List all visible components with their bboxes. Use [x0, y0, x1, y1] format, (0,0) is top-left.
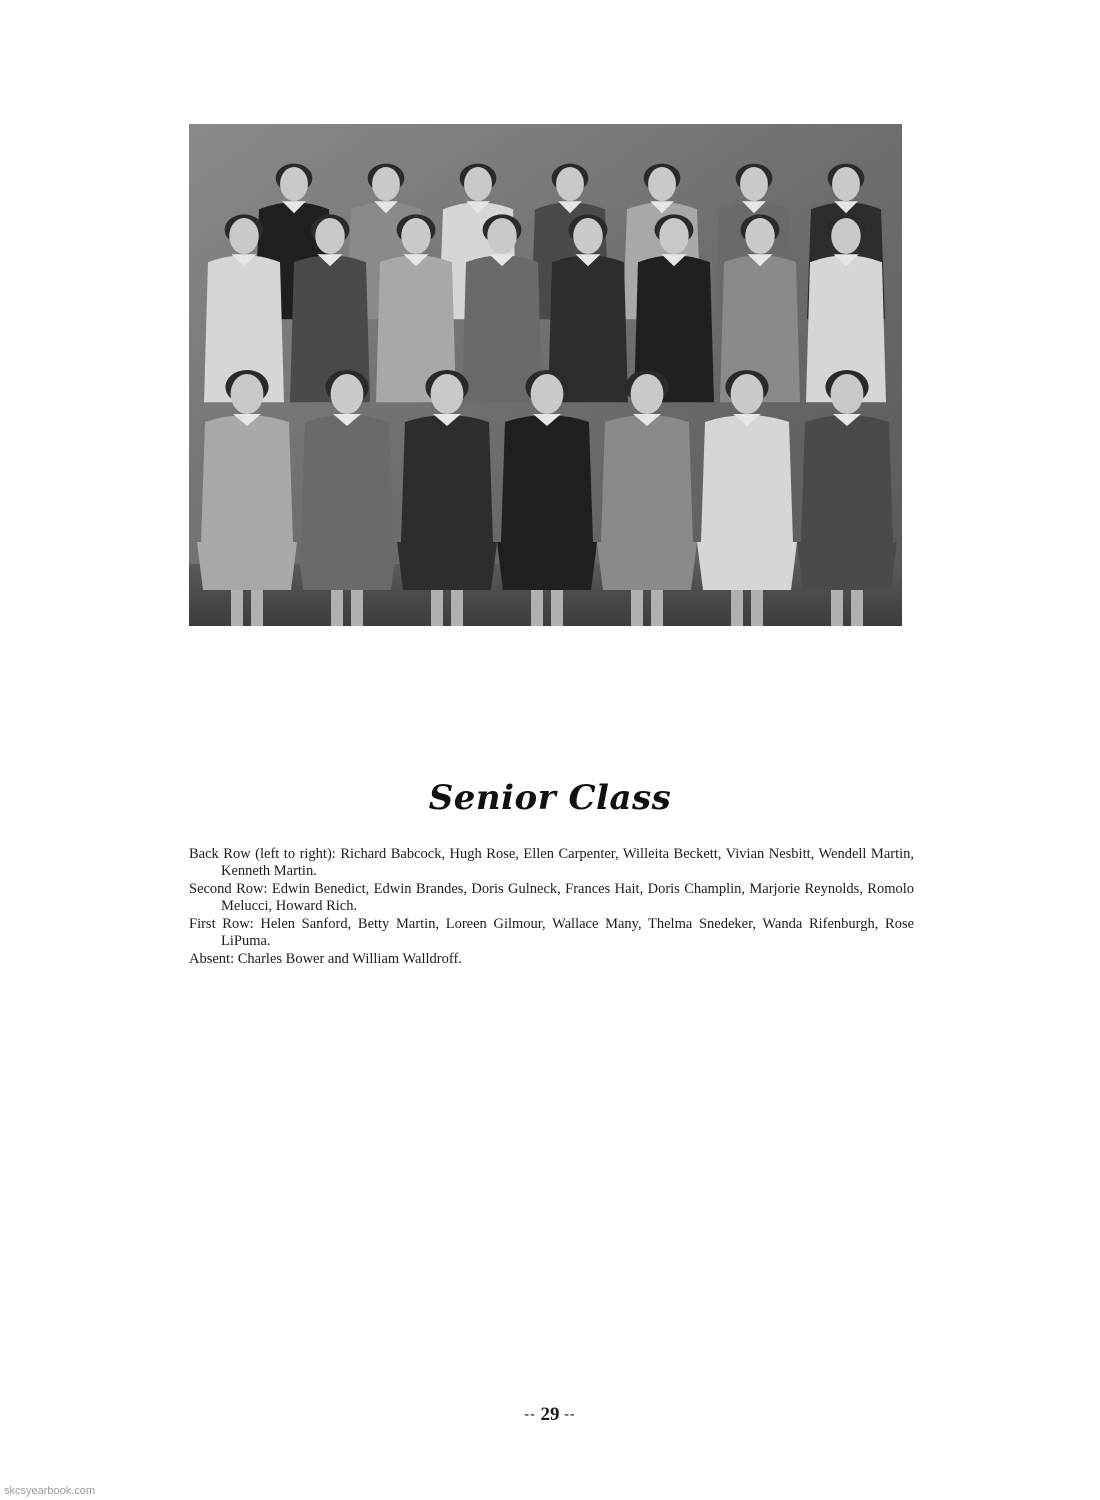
- page-number: [0, 1404, 1100, 1426]
- caption-second-row: [189, 881, 914, 915]
- page-number-ornament-right: --: [564, 1407, 576, 1422]
- caption-names: Helen Sanford, Betty Martin, Loreen Gilmour, Wallace Many, Thelma Snedeker, Wanda Rifenburgh, Rose LiPuma.: [221, 916, 915, 949]
- photo-caption: [189, 846, 914, 969]
- page-number-value: 29: [540, 1404, 560, 1425]
- caption-back-row: [189, 846, 914, 880]
- caption-names: Richard Babcock, Hugh Rose, Ellen Carpenter, Willeita Beckett, Vivian Nesbitt, Wendell Martin, Kenneth Martin.: [221, 846, 915, 879]
- caption-label: Absent:: [189, 951, 235, 967]
- class-photo: [189, 124, 902, 626]
- page-number-ornament-left: --: [524, 1407, 536, 1422]
- caption-label: First Row:: [189, 916, 254, 932]
- caption-label: Back Row (left to right):: [189, 846, 336, 862]
- caption-names: Charles Bower and William Walldroff.: [237, 951, 462, 967]
- page-title: Senior Class: [428, 778, 672, 818]
- caption-names: Edwin Benedict, Edwin Brandes, Doris Gulneck, Frances Hait, Doris Champlin, Marjorie Reynolds, Romolo Melucci, Howard Rich.: [221, 881, 915, 914]
- site-watermark: skcsyearbook.com: [4, 1485, 96, 1497]
- caption-absent: [189, 951, 914, 968]
- caption-first-row: [189, 916, 914, 950]
- caption-label: Second Row:: [189, 881, 268, 897]
